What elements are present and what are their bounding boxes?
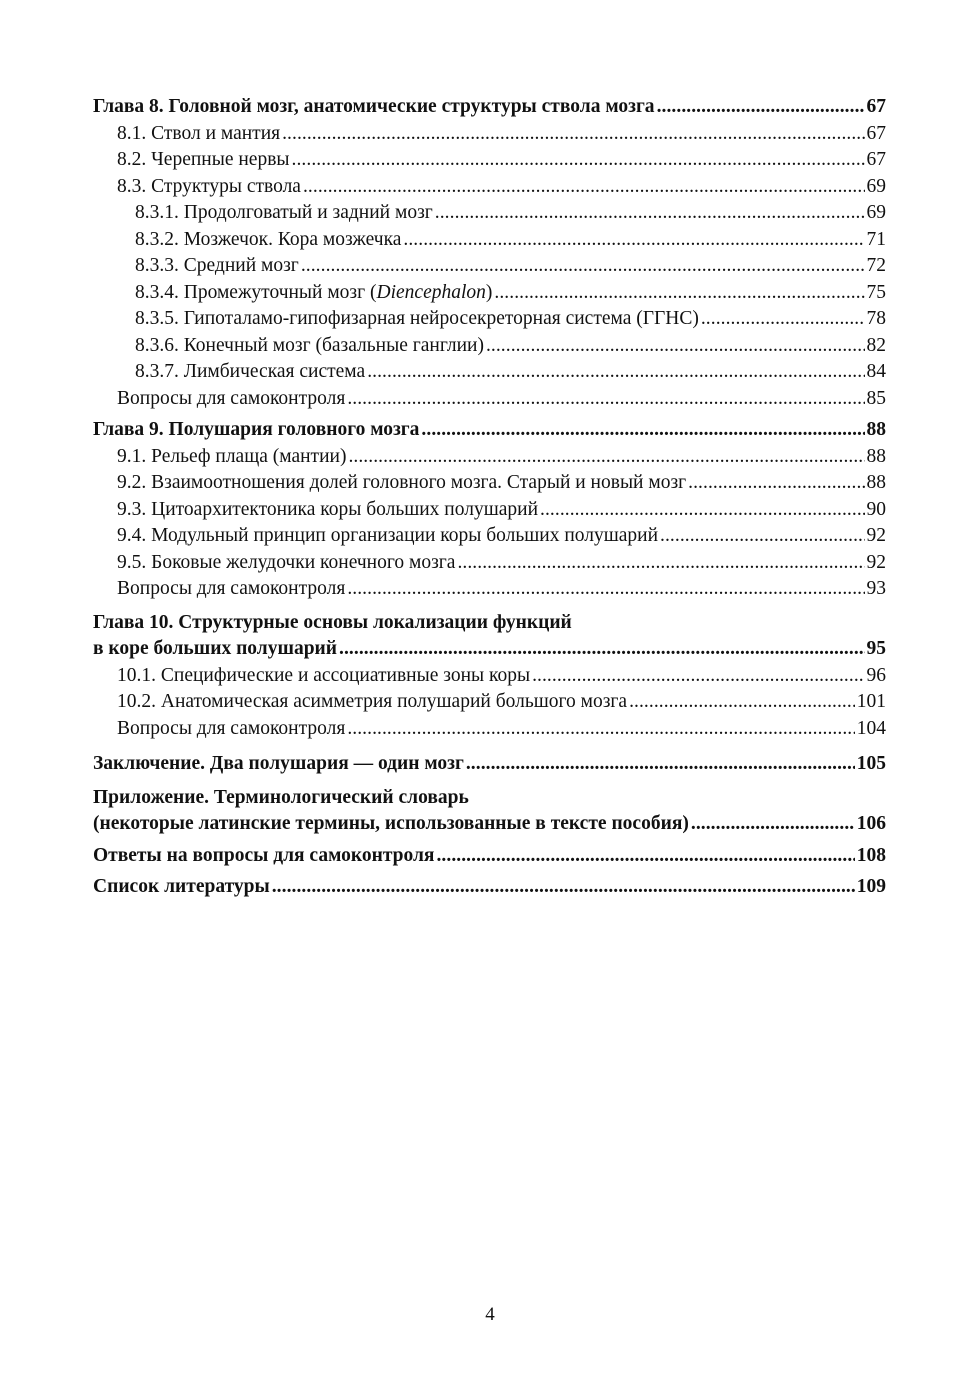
toc-entry-page: 108: [856, 844, 886, 866]
leader-dots: [421, 417, 864, 444]
toc-entry-title: [135, 280, 492, 307]
toc-entry[interactable]: [93, 253, 886, 280]
leader-dots: [347, 576, 864, 603]
title-part: ): [485, 281, 493, 303]
toc-entry-title: 8.1. Ствол и мантия: [117, 122, 281, 144]
toc-chapter-10-line1[interactable]: Глава 10. Структурные основы локализации функций: [93, 611, 572, 633]
toc-entry-page: 78: [866, 308, 886, 329]
toc-entry-page: 101: [856, 691, 886, 712]
toc-entry-page: 92: [866, 551, 886, 573]
toc-entry[interactable]: [93, 280, 886, 307]
toc-conclusion[interactable]: [93, 751, 886, 778]
toc-entry-page: 69: [866, 202, 886, 223]
leader-dots: [348, 444, 864, 471]
toc-entry[interactable]: [93, 306, 886, 333]
table-of-contents: [93, 94, 886, 901]
toc-entry-page: 84: [866, 361, 886, 382]
toc-entry-title: 10.1. Специфические и ассоциативные зоны коры: [117, 664, 531, 686]
leader-dots: [701, 306, 865, 333]
toc-entry-title: в коре больших полушарий: [93, 638, 338, 659]
toc-literature[interactable]: [93, 874, 886, 901]
leader-dots: [292, 147, 865, 174]
leader-dots: [466, 751, 855, 778]
latin-term: Diencephalon: [376, 281, 486, 303]
toc-entry-title: 8.3.1. Продолговатый и задний мозг: [135, 202, 433, 223]
toc-entry[interactable]: [93, 333, 886, 360]
toc-entry-page: 69: [866, 175, 886, 197]
toc-entry-page: 75: [866, 281, 886, 303]
toc-answers[interactable]: [93, 843, 886, 870]
toc-entry-page: 88: [866, 445, 886, 467]
toc-chapter-10[interactable]: [93, 636, 886, 663]
toc-entry-page: 90: [866, 498, 886, 520]
toc-entry-title: Вопросы для самоконтроля: [117, 717, 346, 739]
toc-entry-page: 88: [866, 472, 886, 493]
toc-entry-title: 8.3. Структуры ствола: [117, 175, 301, 197]
toc-appendix[interactable]: [93, 811, 886, 838]
toc-entry-page: 82: [866, 334, 886, 356]
toc-entry-page: 95: [866, 638, 886, 659]
leader-dots: [282, 121, 864, 148]
toc-entry-page: 67: [866, 149, 886, 170]
leader-dots: [303, 174, 865, 201]
leader-dots: [494, 280, 864, 307]
toc-entry-page: 109: [856, 876, 886, 897]
toc-entry-title: Вопросы для самоконтроля: [117, 387, 346, 409]
toc-entry[interactable]: [93, 121, 886, 148]
leader-dots: [347, 716, 854, 743]
toc-entry-title: Вопросы для самоконтроля: [117, 578, 346, 599]
leader-dots: [486, 333, 865, 360]
title-part: 8.3.4. Промежуточный мозг (: [135, 281, 377, 303]
toc-entry[interactable]: [93, 470, 886, 497]
leader-dots: [436, 843, 854, 870]
toc-entry[interactable]: [93, 147, 886, 174]
leader-dots: [691, 811, 855, 838]
leader-dots: [347, 386, 864, 413]
toc-entry[interactable]: [93, 663, 886, 690]
toc-entry[interactable]: [93, 523, 886, 550]
toc-entry-title: Заключение. Два полушария — один мозг: [93, 753, 464, 774]
toc-entry[interactable]: [93, 550, 886, 577]
toc-entry-title: 8.3.6. Конечный мозг (базальные ганглии): [135, 334, 484, 356]
leader-dots: [657, 94, 865, 121]
toc-entry-title: 8.3.5. Гипоталамо-гипофизарная нейросекреторная система (ГГНС): [135, 308, 699, 329]
toc-entry[interactable]: [93, 576, 886, 603]
leader-dots: [301, 253, 865, 280]
toc-entry-title: (некоторые латинские термины, использованные в тексте пособия): [93, 813, 689, 834]
toc-entry-page: 67: [866, 122, 886, 144]
toc-entry-title: Ответы на вопросы для самоконтроля: [93, 844, 435, 866]
toc-entry-page: 105: [856, 753, 886, 774]
toc-chapter-9[interactable]: [93, 417, 886, 444]
toc-entry[interactable]: [93, 386, 886, 413]
toc-entry-page: 104: [856, 717, 886, 739]
toc-entry-page: 88: [866, 419, 886, 440]
toc-entry[interactable]: [93, 227, 886, 254]
toc-entry-title: 9.4. Модульный принцип организации коры больших полушарий: [117, 525, 659, 546]
toc-entry-title: 9.1. Рельеф плаща (мантии): [117, 445, 347, 467]
toc-entry[interactable]: [93, 444, 886, 471]
leader-dots: [339, 636, 864, 663]
toc-appendix-line1[interactable]: Приложение. Терминологический словарь: [93, 786, 469, 808]
toc-entry-page: 92: [866, 525, 886, 546]
leader-dots: [403, 227, 864, 254]
leader-dots: [457, 550, 864, 577]
leader-dots: [272, 874, 855, 901]
leader-dots: [629, 689, 855, 716]
toc-entry-title: 9.3. Цитоархитектоника коры больших полушарий: [117, 498, 539, 520]
toc-entry-title: 8.3.3. Средний мозг: [135, 255, 299, 276]
toc-entry-page: 72: [866, 255, 886, 276]
leader-dots: [532, 663, 864, 690]
toc-entry-title: 9.2. Взаимоотношения долей головного мозга. Старый и новый мозг: [117, 472, 687, 493]
toc-entry-page: 93: [866, 578, 886, 599]
leader-dots: [688, 470, 864, 497]
toc-entry-title: 8.3.7. Лимбическая система: [135, 361, 366, 382]
leader-dots: [660, 523, 864, 550]
toc-entry-title: Глава 8. Головной мозг, анатомические структуры ствола мозга: [93, 96, 655, 117]
toc-entry-page: 96: [866, 664, 886, 686]
toc-entry-title: 8.3.2. Мозжечок. Кора мозжечка: [135, 228, 402, 250]
toc-entry-page: 106: [856, 813, 886, 834]
page-number: 4: [485, 1304, 495, 1325]
toc-entry-title: Список литературы: [93, 876, 270, 897]
toc-entry-title: 8.2. Черепные нервы: [117, 149, 290, 170]
leader-dots: [435, 200, 865, 227]
leader-dots: [540, 497, 864, 524]
toc-chapter-8[interactable]: [93, 94, 886, 121]
toc-entry-page: 71: [866, 228, 886, 250]
toc-entry-title: 10.2. Анатомическая асимметрия полушарий большого мозга: [117, 691, 628, 712]
toc-entry[interactable]: [93, 716, 886, 743]
toc-entry[interactable]: [93, 359, 886, 386]
toc-entry-page: 67: [866, 96, 886, 117]
toc-entry[interactable]: [93, 497, 886, 524]
toc-entry[interactable]: [93, 689, 886, 716]
toc-entry[interactable]: [93, 200, 886, 227]
toc-entry-title: 9.5. Боковые желудочки конечного мозга: [117, 551, 456, 573]
toc-entry-page: 85: [866, 387, 886, 409]
toc-entry-title: Глава 9. Полушария головного мозга: [93, 419, 420, 440]
leader-dots: [367, 359, 864, 386]
toc-entry[interactable]: [93, 174, 886, 201]
